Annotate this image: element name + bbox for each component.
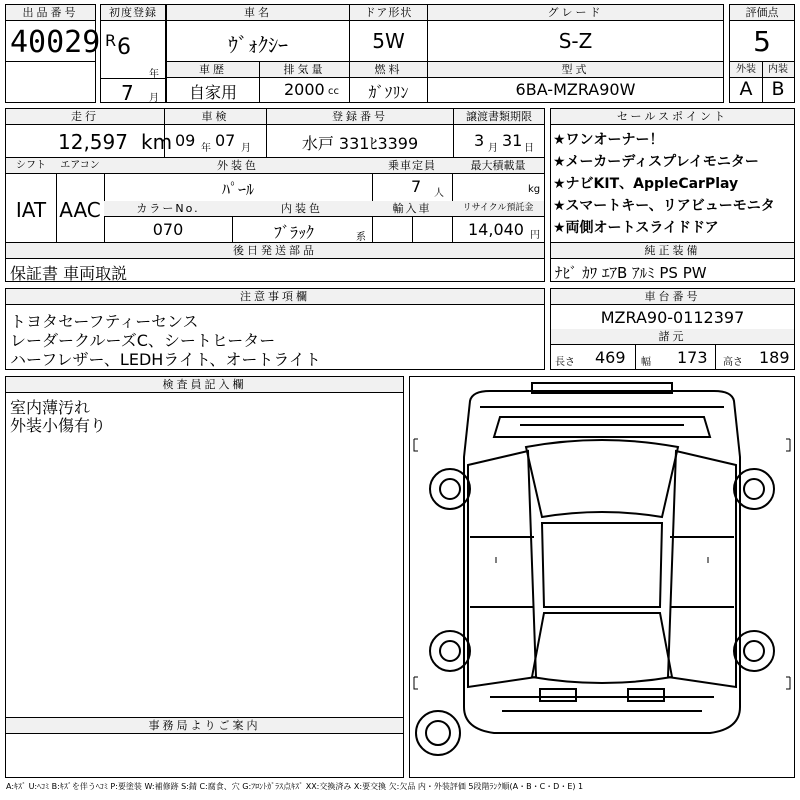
interior-grade: B [771, 78, 785, 100]
note-line-1: トヨタセーフティーセンス [10, 312, 199, 331]
color-number: 070 [152, 220, 184, 239]
sales-points-box [550, 108, 795, 243]
max-load-label: 最大積載量 [452, 158, 544, 174]
score-box [729, 4, 795, 62]
recycle-deposit-label: リサイクル預託金 [452, 201, 544, 217]
inspector-label: 検査員記入欄 [6, 377, 403, 393]
exterior-color: ﾊﾟｰﾙ [221, 180, 254, 199]
transfer-month-unit: 月 [488, 143, 498, 154]
chassis-number: MZRA90-0112397 [600, 308, 745, 327]
displacement-label: 排気量 [260, 62, 349, 78]
lot-number: 40029 [10, 25, 101, 60]
reg-month: 7 [121, 81, 134, 105]
inspection-year-unit: 年 [201, 143, 211, 154]
sales-point-2: ★メーカーディスプレイモニター [553, 154, 759, 170]
displacement-box [259, 61, 350, 103]
grade-label: グレード [428, 5, 723, 21]
grade-box [427, 4, 724, 62]
capacity-unit: 人 [434, 188, 444, 199]
car-diagram-box [409, 376, 795, 778]
note-line-2: レーダークルーズC、シートヒーター [10, 331, 276, 350]
exterior-grade: A [739, 78, 753, 100]
history-box [166, 61, 260, 103]
inspection-label: 車検 [165, 109, 266, 125]
length-label: 長さ [555, 357, 575, 368]
first-registration-box [100, 4, 166, 103]
car-name: ｳﾞｫｸｼｰ [228, 33, 288, 57]
genuine-equipment-label: 純正装備 [551, 243, 794, 259]
chassis-box [550, 288, 795, 370]
sales-points-label: セールスポイント [551, 109, 794, 125]
transfer-day-unit: 日 [524, 143, 534, 154]
inspection-year: 09 [175, 131, 196, 150]
later-parts: 保証書 車両取説 [10, 264, 128, 283]
fuel: ｶﾞｿﾘﾝ [368, 83, 409, 102]
interior-color-unit: 系 [356, 232, 366, 243]
door-label: ドア形状 [350, 5, 427, 21]
car-name-label: 車名 [167, 5, 349, 21]
capacity: 7 [411, 177, 422, 196]
transfer-day: 31 [502, 131, 523, 150]
displacement: 2000 [284, 80, 325, 99]
door-box [349, 4, 428, 62]
interior-color: ﾌﾞﾗｯｸ [274, 223, 315, 242]
transfer-deadline-box [453, 108, 545, 158]
car-name-box [166, 4, 350, 62]
genuine-equipment-box [550, 242, 795, 282]
sales-point-4: ★スマートキー、リアビューモニタ [553, 198, 775, 214]
height-label: 高さ [723, 357, 743, 368]
era: R [105, 31, 117, 50]
sales-point-3: ★ナビKIT、AppleCarPlay [553, 176, 739, 192]
notes-box [5, 288, 545, 370]
exterior-color-label: 外装色 [104, 158, 372, 174]
max-load-unit: kg [528, 184, 541, 195]
later-parts-label: 後日発送部品 [6, 243, 544, 259]
inspector-line-2: 外装小傷有り [10, 416, 107, 435]
mileage-label: 走行 [6, 109, 164, 125]
score: 5 [753, 25, 771, 58]
car-body-diagram [410, 377, 794, 777]
specs-label: 諸元 [551, 329, 794, 345]
mileage: 12,597 [58, 130, 128, 154]
interior-color-label: 内装色 [232, 201, 372, 217]
inspection-month: 07 [215, 131, 236, 150]
model-code: 6BA-MZRA90W [515, 80, 636, 99]
note-line-3: ハーフレザー、LEDHライト、オートライト [10, 350, 321, 369]
genuine-equipment: ﾅﾋﾞ ｶﾜ ｴｱB ｱﾙﾐ PS PW [555, 264, 707, 282]
recycle-deposit-unit: 円 [530, 230, 540, 241]
registration-number: 水戸 331ﾋ3399 [301, 134, 419, 153]
interior-grade-label: 内装 [762, 62, 794, 78]
sales-point-5: ★両側オートスライドドア [553, 220, 719, 236]
first-registration-label: 初度登録 [101, 5, 165, 21]
fuel-box [349, 61, 428, 103]
length: 469 [595, 348, 626, 367]
shift: IAT [15, 198, 47, 222]
notes-label: 注意事項欄 [6, 289, 544, 305]
sales-point-1: ★ワンオーナー！ [553, 132, 664, 148]
shift-label: シフト [6, 158, 56, 174]
mileage-box [5, 108, 173, 158]
vehicle-details-grid [5, 157, 545, 243]
month-unit: 月 [149, 93, 159, 104]
office-box [5, 717, 404, 778]
displacement-unit: cc [328, 86, 339, 97]
model-box [427, 61, 724, 103]
color-number-label: カラーNo. [104, 201, 232, 217]
import-label: 輸入車 [372, 201, 452, 217]
inspector-box [5, 376, 404, 718]
door-type: 5W [372, 29, 405, 53]
air-conditioner: AAC [59, 198, 101, 222]
chassis-number-label: 車台番号 [551, 289, 794, 305]
recycle-deposit: 14,040 [468, 220, 524, 239]
inspector-line-1: 室内薄汚れ [10, 398, 91, 417]
width-label: 幅 [641, 357, 651, 368]
width: 173 [677, 348, 708, 367]
score-label: 評価点 [730, 5, 794, 21]
ac-label: エアコン [56, 158, 104, 174]
height: 189 [759, 348, 790, 367]
grade: S-Z [558, 29, 593, 53]
capacity-label: 乗車定員 [372, 158, 452, 174]
ext-int-grade-box [729, 61, 795, 103]
transfer-month: 3 [474, 131, 485, 150]
fuel-label: 燃料 [350, 62, 427, 78]
history-label: 車歴 [167, 62, 259, 78]
office-label: 事務局よりご案内 [6, 718, 403, 734]
exterior-grade-label: 外装 [730, 62, 762, 78]
year-unit: 年 [149, 69, 159, 80]
inspection-month-unit: 月 [241, 143, 251, 154]
reg-year: 6 [117, 35, 131, 60]
lot-number-label: 出品番号 [6, 5, 95, 21]
registration-number-box [266, 108, 454, 158]
lot-number-lower [5, 61, 96, 103]
history: 自家用 [188, 83, 237, 102]
later-parts-box [5, 242, 545, 282]
mileage-unit: km [141, 130, 173, 154]
transfer-deadline-label: 譲渡書類期限 [454, 109, 544, 125]
model-label: 型式 [428, 62, 723, 78]
legend-footer: A:ｷｽﾞ U:ﾍｺﾐ B:ｷｽﾞを伴うﾍｺﾐ P:要塗装 W:補修跡 S:錆 C:腐食、穴 G:ﾌﾛﾝﾄｶﾞﾗｽ点ｷｽﾞ XX:交換済み X:要交換 欠:欠品 内・外装評価 5段階ﾗﾝｸ順(A・B・C・D・E) 1 [6, 782, 584, 791]
inspection-box [164, 108, 267, 158]
registration-number-label: 登録番号 [267, 109, 453, 125]
lot-number-box [5, 4, 101, 62]
